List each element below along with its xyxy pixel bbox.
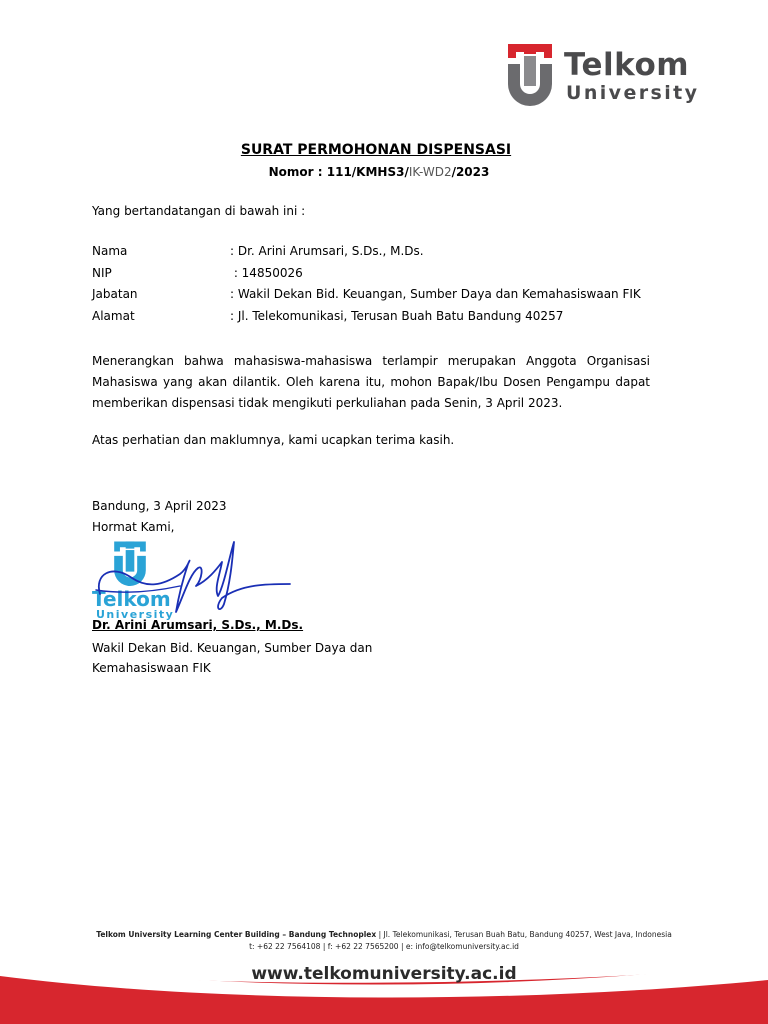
letter-title: SURAT PERMOHONAN DISPENSASI — [240, 142, 512, 158]
handwritten-signature — [92, 534, 302, 624]
field-label: Jabatan — [92, 287, 138, 301]
signer-position-line2: Kemahasiswaan FIK — [92, 661, 211, 675]
logo-subtitle: University — [566, 82, 700, 104]
regards: Hormat Kami, — [92, 520, 175, 534]
field-row-nama — [92, 244, 424, 258]
signer-name: Dr. Arini Arumsari, S.Ds., M.Ds. — [92, 618, 304, 632]
footer-website: www.telkomuniversity.ac.id — [251, 964, 517, 984]
footer-contact: t: +62 22 7564108 | f: +62 22 7565200 | e: info@telkomuniversity.ac.id — [249, 942, 519, 951]
letter-number-mid: IK-WD2 — [408, 165, 452, 179]
body-paragraph: Menerangkan bahwa mahasiswa-mahasiswa terlampir merupakan Anggota Organisasi Mahasiswa yang akan dilantik. Oleh karena itu, mohon Bapak/Ibu Dosen Pengampu dapat memberikan dispensasi tidak mengikuti perkuliahan pada Senin, 3 April 2023. — [92, 354, 650, 410]
intro-text: Yang bertandatangan di bawah ini : — [92, 204, 306, 218]
letter-number-prefix: Nomor : 111/KMHS3/ — [268, 165, 409, 179]
telkom-university-logo — [506, 42, 706, 108]
field-label: Alamat — [92, 309, 135, 323]
closing-block — [92, 496, 227, 538]
field-row-jabatan — [92, 287, 641, 301]
field-value: : Jl. Telekomunikasi, Terusan Buah Batu Bandung 40257 — [230, 309, 564, 323]
stamp-wordmark: Telkom — [92, 587, 171, 611]
footer-street: | Jl. Telekomunikasi, Terusan Buah Batu, Bandung 40257, West Java, Indonesia — [376, 930, 672, 939]
thanks-text: Atas perhatian dan maklumnya, kami ucapkan terima kasih. — [92, 433, 455, 447]
field-value: : 14850026 — [230, 266, 303, 280]
stamp-subtitle: University — [96, 608, 175, 621]
field-row-nip — [92, 266, 303, 280]
letter-number — [0, 165, 758, 179]
signer-position-line1: Wakil Dekan Bid. Keuangan, Sumber Daya dan — [92, 641, 373, 655]
telkom-logo-mark-icon — [506, 42, 554, 106]
footer-building: Telkom University Learning Center Building – Bandung Technoplex — [96, 930, 377, 939]
footer-address — [0, 930, 768, 939]
field-row-alamat — [92, 309, 563, 323]
place-date: Bandung, 3 April 2023 — [92, 499, 227, 513]
letter-number-suffix: /2023 — [451, 165, 490, 179]
field-value: : Dr. Arini Arumsari, S.Ds., M.Ds. — [230, 244, 424, 258]
logo-wordmark: Telkom — [564, 47, 690, 83]
field-value: : Wakil Dekan Bid. Keuangan, Sumber Daya dan Kemahasiswaan FIK — [230, 287, 641, 301]
field-label: NIP — [92, 266, 112, 280]
field-label: Nama — [92, 244, 128, 258]
signer-position — [92, 638, 372, 678]
